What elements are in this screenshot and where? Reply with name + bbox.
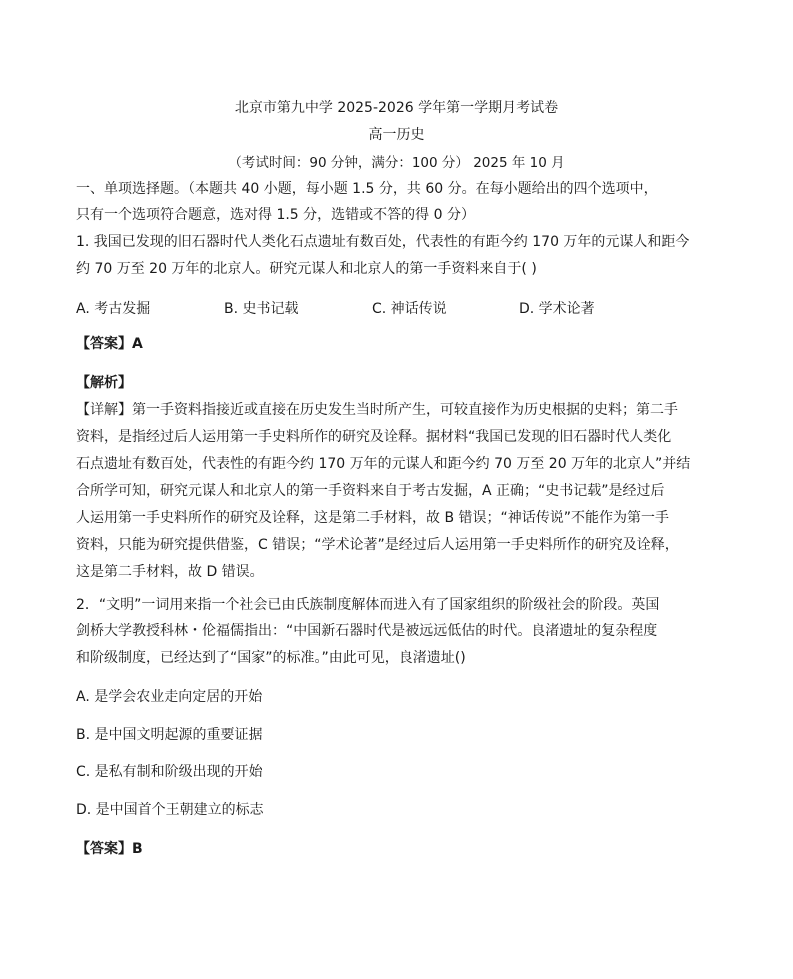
q1-stem-line1: 1. 我国已发现的旧石器时代人类化石点遗址有数百处，代表性的有距今约 170 万年的元谋人和距今 (76, 234, 690, 250)
subject-title: 高一历史 (368, 127, 425, 143)
q1-analysis-line: 【详解】第一手资料指接近或直接在历史发生当时所产生，可较直接作为历史根据的史料；第二手 (76, 402, 678, 418)
q2-answer: 【答案】B (76, 841, 143, 857)
section-heading-cont: 只有一个选项符合题意，选对得 1.5 分，选错或不答的得 0 分） (76, 207, 475, 223)
q2-option-a: A. 是学会农业走向定居的开始 (76, 689, 263, 705)
q1-option-b: B. 史书记载 (224, 301, 299, 317)
section-heading: 一、单项选择题。（本题共 40 小题，每小题 1.5 分，共 60 分。在每小题给出的四个选项中， (76, 181, 658, 197)
q1-analysis-line: 人运用第一手史料所作的研究及诠释，这是第二手材料，故 B 错误；“神话传说”不能作为第一手 (76, 510, 670, 526)
q1-analysis-line: 资料，是指经过后人运用第一手史料所作的研究及诠释。据材料“我国已发现的旧石器时代人类化 (76, 429, 672, 445)
q1-options (76, 298, 716, 316)
q1-analysis-line: 石点遗址有数百处，代表性的有距今约 170 万年的元谋人和距今约 70 万至 20 万年的北京人”并结 (76, 456, 691, 472)
exam-title: 北京市第九中学 2025-2026 学年第一学期月考试卷 (234, 100, 559, 116)
q1-stem-line2: 约 70 万至 20 万年的北京人。研究元谋人和北京人的第一手资料来自于( ) (76, 261, 537, 277)
q2-option-b: B. 是中国文明起源的重要证据 (76, 727, 263, 743)
q1-analysis-title: 【解析】 (76, 375, 132, 391)
q1-analysis-line: 这是第二手材料，故 D 错误。 (76, 564, 264, 580)
q2-option-d: D. 是中国首个王朝建立的标志 (76, 802, 264, 818)
q2-stem-line: 2．“文明”一词用来指一个社会已由氏族制度解体而进入有了国家组织的阶级社会的阶段。英国 (76, 597, 660, 613)
q2-stem-line: 剑桥大学教授科林・伦福儒指出：“中国新石器时代是被远远低估的时代。良渚遗址的复杂程度 (76, 623, 658, 639)
q1-analysis-line: 合所学可知，研究元谋人和北京人的第一手资料来自于考古发掘，A 正确；“史书记载”是经过后 (76, 483, 665, 499)
q2-stem-line: 和阶级制度，已经达到了“国家”的标准。”由此可见，良渚遗址() (76, 650, 466, 666)
q2-option-c: C. 是私有制和阶级出现的开始 (76, 764, 263, 780)
q1-option-a: A. 考古发掘 (76, 301, 151, 317)
q1-option-d: D. 学术论著 (519, 301, 595, 317)
exam-info: （考试时间：90 分钟，满分：100 分） 2025 年 10 月 (228, 155, 565, 171)
q1-answer: 【答案】A (76, 336, 143, 352)
q1-analysis-line: 资料，只能为研究提供借鉴，C 错误；“学术论著”是经过后人运用第一手史料所作的研究及诠释， (76, 537, 679, 553)
q1-option-c: C. 神话传说 (372, 301, 447, 317)
